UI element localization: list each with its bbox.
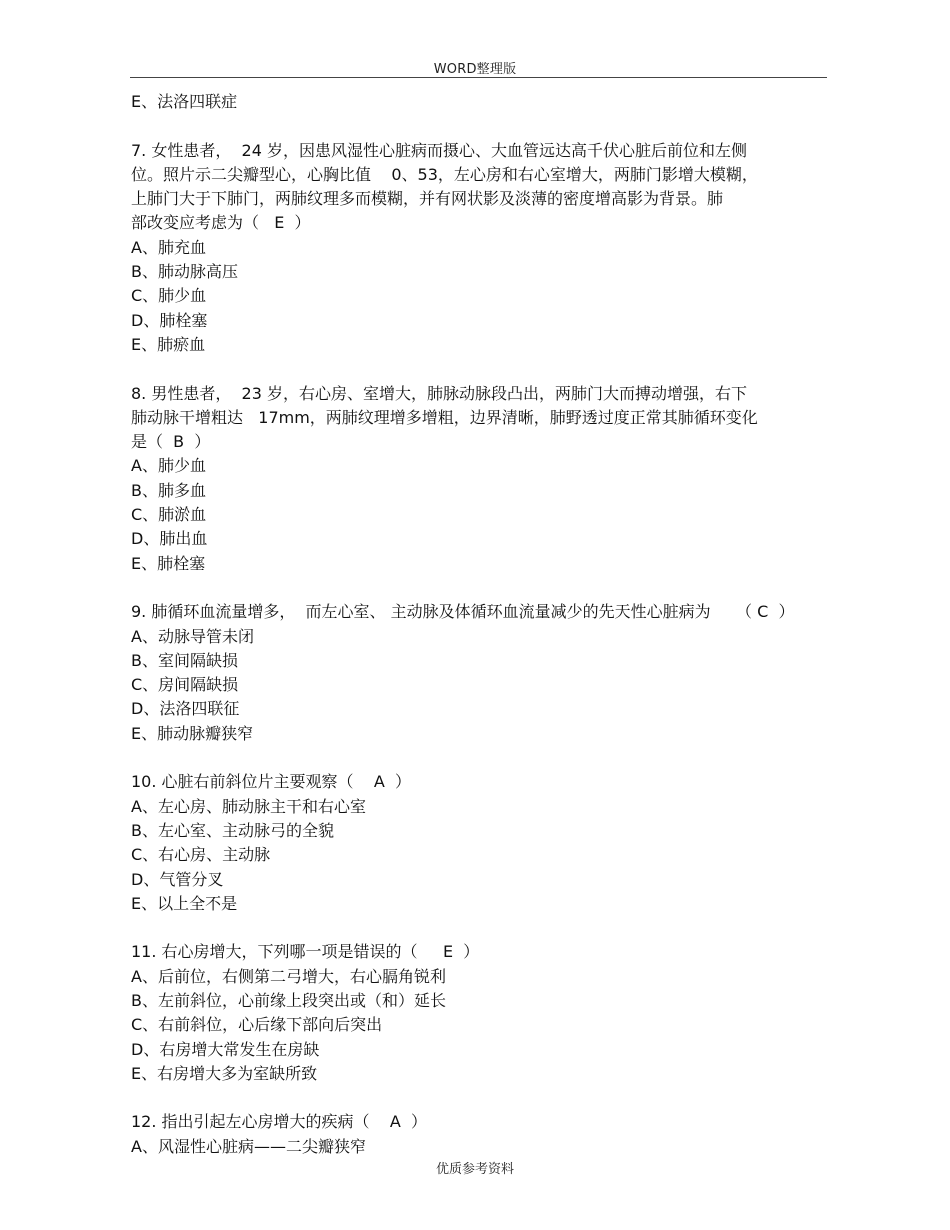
option-e: E、肺动脉瓣狭窄 — [131, 723, 254, 743]
question-stem-line: 肺动脉干增粗达 17mm，两肺纹理增多增粗，边界清晰，肺野透过度正常其肺循环变化 — [131, 407, 758, 427]
option-c: C、肺淤血 — [131, 505, 207, 525]
option-b: B、左心室、主动脉弓的全貌 — [131, 820, 334, 840]
option-a: A、肺少血 — [131, 456, 206, 476]
option-b: B、肺多血 — [131, 480, 206, 500]
question-12 — [131, 1110, 831, 1159]
option-d: D、肺栓塞 — [131, 310, 208, 330]
question-10 — [131, 770, 831, 916]
question-8 — [131, 382, 831, 576]
question-stem-line: 位。照片示二尖瓣型心，心胸比值 0、53，左心房和右心室增大，两肺门影增大模糊， — [131, 164, 758, 184]
spacer — [131, 114, 831, 138]
question-stem-line: 8. 男性患者， 23 岁，右心房、室增大，肺脉动脉段凸出，两肺门大而搏动增强，右下 — [131, 383, 747, 403]
question-stem-line: 部改变应考虑为（ E ） — [131, 213, 311, 233]
option-a: A、风湿性心脏病——二尖瓣狭窄 — [131, 1136, 366, 1156]
option-d: D、气管分叉 — [131, 869, 224, 889]
question-stem-line: 9. 肺循环血流量增多， 而左心室、 主动脉及体循环血流量减少的先天性心脏病为 （ C ） — [131, 602, 795, 622]
option-b: B、左前斜位，心前缘上段突出或（和）延长 — [131, 990, 446, 1010]
question-7 — [131, 139, 831, 358]
page-footer: 优质参考资料 — [435, 1162, 514, 1177]
spacer — [131, 357, 831, 381]
question-stem-line: 7. 女性患者， 24 岁，因患风湿性心脏病而摄心、大血管远达高千伏心脏后前位和左侧 — [131, 140, 747, 160]
option-c: C、右心房、主动脉 — [131, 845, 271, 865]
option-e: E、肺瘀血 — [131, 334, 206, 354]
option-c: C、右前斜位，心后缘下部向后突出 — [131, 1015, 383, 1035]
spacer — [131, 746, 831, 770]
option-a: A、后前位，右侧第二弓增大，右心膈角锐利 — [131, 966, 446, 986]
question-stem-line: 是（ B ） — [131, 432, 211, 452]
spacer — [131, 1086, 831, 1110]
option-d: D、肺出血 — [131, 529, 208, 549]
option-a: A、肺充血 — [131, 237, 206, 257]
option-a: A、动脉导管未闭 — [131, 626, 254, 646]
question-stem-line: 上肺门大于下肺门，两肺纹理多而模糊，并有网状影及淡薄的密度增高影为背景。肺 — [131, 189, 724, 209]
option-e: E、右房增大多为室缺所致 — [131, 1063, 318, 1083]
option-a: A、左心房、肺动脉主干和右心室 — [131, 796, 366, 816]
option-d: D、右房增大常发生在房缺 — [131, 1039, 320, 1059]
question-11 — [131, 940, 831, 1086]
document-body — [131, 90, 831, 1159]
option-b: B、肺动脉高压 — [131, 262, 238, 282]
option-e: E、以上全不是 — [131, 893, 238, 913]
header-divider — [130, 77, 827, 78]
question-stem-line: 12. 指出引起左心房增大的疾病（ A ） — [131, 1112, 427, 1132]
option-c: C、肺少血 — [131, 286, 207, 306]
page-header: WORD整理版 — [433, 62, 517, 77]
spacer — [131, 576, 831, 600]
lead-option: E、法洛四联症 — [131, 92, 238, 111]
question-9 — [131, 600, 831, 746]
option-b: B、室间隔缺损 — [131, 650, 238, 670]
spacer — [131, 916, 831, 940]
option-d: D、法洛四联征 — [131, 699, 240, 719]
question-stem-line: 11. 右心房增大，下列哪一项是错误的（ E ） — [131, 942, 480, 962]
option-c: C、房间隔缺损 — [131, 675, 239, 695]
question-stem-line: 10. 心脏右前斜位片主要观察（ A ） — [131, 772, 411, 792]
option-e: E、肺栓塞 — [131, 553, 206, 573]
